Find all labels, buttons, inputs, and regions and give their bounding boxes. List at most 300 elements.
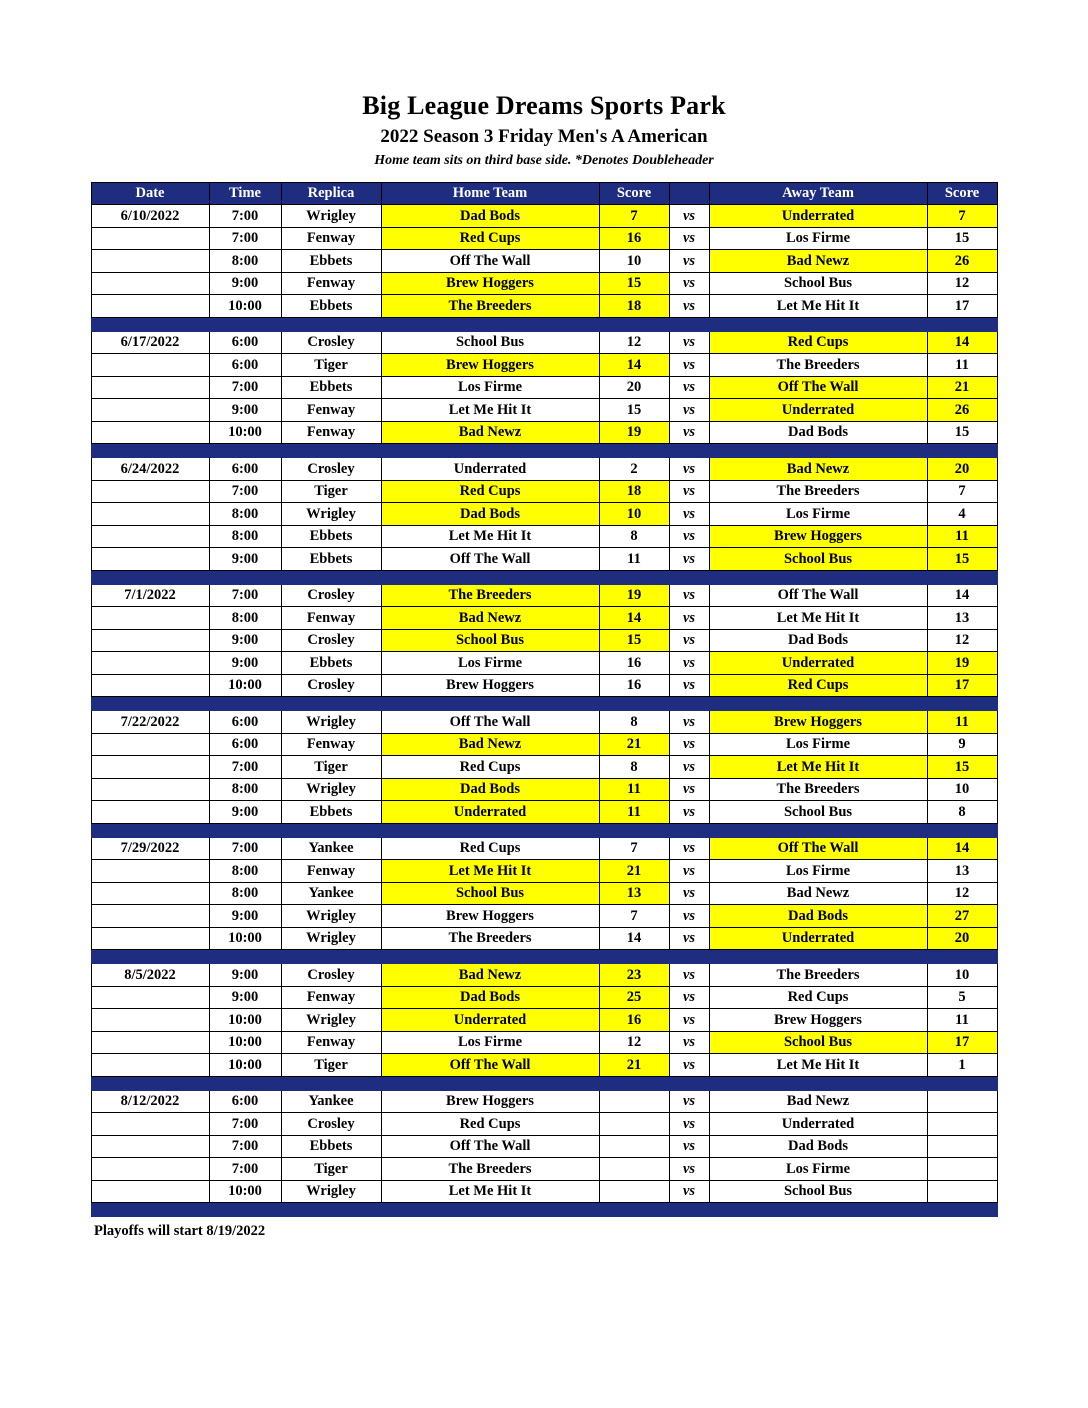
cell-home-score: 10	[599, 250, 669, 273]
cell-time: 10:00	[209, 1009, 281, 1032]
separator-cell	[91, 317, 997, 331]
cell-away-team: Underrated	[709, 205, 927, 228]
cell-time: 9:00	[209, 548, 281, 571]
cell-home-score: 13	[599, 882, 669, 905]
cell-replica: Fenway	[281, 421, 381, 444]
page-title: Big League Dreams Sports Park	[362, 91, 726, 120]
cell-home-score	[599, 1180, 669, 1203]
cell-home-team: Off The Wall	[381, 250, 599, 273]
cell-home-score: 23	[599, 964, 669, 987]
cell-date: 7/1/2022	[91, 584, 209, 607]
cell-time: 8:00	[209, 860, 281, 883]
table-row	[91, 399, 997, 422]
cell-vs: vs	[669, 756, 709, 779]
cell-away-team: School Bus	[709, 272, 927, 295]
table-row	[91, 1031, 997, 1054]
cell-replica: Wrigley	[281, 205, 381, 228]
cell-time: 9:00	[209, 801, 281, 824]
cell-away-score: 13	[927, 860, 997, 883]
cell-home-team: Brew Hoggers	[381, 674, 599, 697]
cell-replica: Fenway	[281, 227, 381, 250]
table-row	[91, 756, 997, 779]
cell-date	[91, 986, 209, 1009]
cell-home-team: Dad Bods	[381, 986, 599, 1009]
cell-date	[91, 1031, 209, 1054]
cell-away-score: 14	[927, 331, 997, 354]
cell-replica: Tiger	[281, 1158, 381, 1181]
table-row	[91, 837, 997, 860]
cell-replica: Fenway	[281, 607, 381, 630]
cell-home-team: School Bus	[381, 331, 599, 354]
cell-away-team: Underrated	[709, 927, 927, 950]
cell-away-score: 19	[927, 652, 997, 675]
table-row	[91, 458, 997, 481]
cell-home-team: Los Firme	[381, 1031, 599, 1054]
cell-away-score: 4	[927, 503, 997, 526]
cell-vs: vs	[669, 421, 709, 444]
cell-away-score: 27	[927, 905, 997, 928]
cell-away-team: Let Me Hit It	[709, 756, 927, 779]
cell-home-score: 14	[599, 927, 669, 950]
cell-home-team: Dad Bods	[381, 503, 599, 526]
cell-date	[91, 399, 209, 422]
cell-time: 7:00	[209, 227, 281, 250]
cell-home-team: Bad Newz	[381, 733, 599, 756]
page-subtitle: 2022 Season 3 Friday Men's A American	[380, 126, 708, 148]
cell-time: 6:00	[209, 711, 281, 734]
cell-home-team: Los Firme	[381, 652, 599, 675]
cell-away-score: 26	[927, 399, 997, 422]
table-section-separator	[91, 697, 997, 711]
cell-home-team: Red Cups	[381, 480, 599, 503]
cell-away-team: Underrated	[709, 399, 927, 422]
cell-vs: vs	[669, 711, 709, 734]
cell-replica: Crosley	[281, 629, 381, 652]
cell-home-team: Brew Hoggers	[381, 905, 599, 928]
separator-cell	[91, 570, 997, 584]
cell-vs: vs	[669, 205, 709, 228]
cell-replica: Ebbets	[281, 295, 381, 318]
cell-replica: Ebbets	[281, 652, 381, 675]
cell-away-team: School Bus	[709, 801, 927, 824]
cell-time: 8:00	[209, 503, 281, 526]
cell-home-team: Brew Hoggers	[381, 1090, 599, 1113]
table-section-separator	[91, 950, 997, 964]
cell-away-team: Red Cups	[709, 986, 927, 1009]
table-row	[91, 860, 997, 883]
cell-home-score	[599, 1090, 669, 1113]
table-row	[91, 272, 997, 295]
cell-vs: vs	[669, 778, 709, 801]
cell-away-score	[927, 1090, 997, 1113]
cell-time: 10:00	[209, 1031, 281, 1054]
cell-date	[91, 860, 209, 883]
cell-replica: Wrigley	[281, 778, 381, 801]
table-row	[91, 801, 997, 824]
cell-away-score: 20	[927, 927, 997, 950]
cell-date	[91, 503, 209, 526]
cell-replica: Crosley	[281, 964, 381, 987]
cell-vs: vs	[669, 629, 709, 652]
cell-vs: vs	[669, 548, 709, 571]
cell-vs: vs	[669, 1180, 709, 1203]
cell-replica: Tiger	[281, 756, 381, 779]
cell-vs: vs	[669, 503, 709, 526]
cell-away-score: 15	[927, 421, 997, 444]
cell-date	[91, 1009, 209, 1032]
table-row	[91, 882, 997, 905]
table-row	[91, 1009, 997, 1032]
cell-time: 9:00	[209, 652, 281, 675]
cell-time: 9:00	[209, 905, 281, 928]
cell-away-team: Brew Hoggers	[709, 525, 927, 548]
cell-vs: vs	[669, 1009, 709, 1032]
cell-away-team: Red Cups	[709, 674, 927, 697]
cell-away-team: Off The Wall	[709, 584, 927, 607]
cell-away-score: 7	[927, 205, 997, 228]
table-row	[91, 503, 997, 526]
cell-vs: vs	[669, 227, 709, 250]
cell-time: 6:00	[209, 1090, 281, 1113]
cell-home-team: Bad Newz	[381, 607, 599, 630]
table-row	[91, 1180, 997, 1203]
cell-home-team: Los Firme	[381, 376, 599, 399]
cell-date: 8/5/2022	[91, 964, 209, 987]
cell-away-team: Underrated	[709, 652, 927, 675]
cell-home-score: 21	[599, 860, 669, 883]
cell-vs: vs	[669, 964, 709, 987]
cell-replica: Tiger	[281, 1054, 381, 1077]
table-row	[91, 548, 997, 571]
table-row	[91, 354, 997, 377]
cell-home-score: 16	[599, 674, 669, 697]
table-row	[91, 205, 997, 228]
cell-home-team: Brew Hoggers	[381, 354, 599, 377]
table-row	[91, 711, 997, 734]
cell-vs: vs	[669, 525, 709, 548]
cell-home-team: The Breeders	[381, 295, 599, 318]
cell-away-team: School Bus	[709, 1031, 927, 1054]
cell-time: 7:00	[209, 837, 281, 860]
cell-home-score	[599, 1135, 669, 1158]
cell-away-score: 20	[927, 458, 997, 481]
cell-home-score: 21	[599, 1054, 669, 1077]
cell-home-team: Underrated	[381, 1009, 599, 1032]
cell-away-team: The Breeders	[709, 354, 927, 377]
cell-replica: Wrigley	[281, 1009, 381, 1032]
cell-date	[91, 295, 209, 318]
cell-home-score: 7	[599, 837, 669, 860]
table-row	[91, 964, 997, 987]
cell-home-score	[599, 1113, 669, 1136]
table-row	[91, 250, 997, 273]
cell-time: 9:00	[209, 399, 281, 422]
cell-vs: vs	[669, 927, 709, 950]
cell-home-score: 8	[599, 525, 669, 548]
separator-cell	[91, 950, 997, 964]
cell-vs: vs	[669, 652, 709, 675]
cell-home-score: 12	[599, 331, 669, 354]
column-header-vs	[669, 182, 709, 205]
cell-home-team: School Bus	[381, 882, 599, 905]
cell-date	[91, 882, 209, 905]
cell-home-score: 15	[599, 629, 669, 652]
cell-date	[91, 227, 209, 250]
table-row	[91, 1054, 997, 1077]
cell-home-team: Dad Bods	[381, 778, 599, 801]
cell-away-team: Dad Bods	[709, 629, 927, 652]
cell-date	[91, 250, 209, 273]
cell-vs: vs	[669, 376, 709, 399]
cell-away-team: The Breeders	[709, 964, 927, 987]
cell-vs: vs	[669, 250, 709, 273]
cell-replica: Tiger	[281, 480, 381, 503]
table-row	[91, 1135, 997, 1158]
cell-date: 7/22/2022	[91, 711, 209, 734]
cell-time: 9:00	[209, 629, 281, 652]
cell-time: 6:00	[209, 354, 281, 377]
cell-date	[91, 905, 209, 928]
cell-away-team: Dad Bods	[709, 1135, 927, 1158]
cell-time: 7:00	[209, 1158, 281, 1181]
cell-date	[91, 1113, 209, 1136]
cell-replica: Crosley	[281, 674, 381, 697]
separator-cell	[91, 1076, 997, 1090]
cell-away-score: 26	[927, 250, 997, 273]
cell-home-score: 14	[599, 607, 669, 630]
cell-date	[91, 778, 209, 801]
table-row	[91, 376, 997, 399]
cell-home-score: 20	[599, 376, 669, 399]
cell-home-team: Underrated	[381, 801, 599, 824]
cell-away-score	[927, 1135, 997, 1158]
cell-away-score: 7	[927, 480, 997, 503]
cell-away-team: The Breeders	[709, 480, 927, 503]
cell-vs: vs	[669, 674, 709, 697]
table-row	[91, 331, 997, 354]
cell-replica: Ebbets	[281, 1135, 381, 1158]
cell-replica: Wrigley	[281, 503, 381, 526]
cell-home-team: Bad Newz	[381, 421, 599, 444]
separator-cell	[91, 823, 997, 837]
cell-vs: vs	[669, 354, 709, 377]
cell-home-score: 19	[599, 584, 669, 607]
cell-away-score: 17	[927, 674, 997, 697]
cell-time: 7:00	[209, 376, 281, 399]
table-section-separator	[91, 317, 997, 331]
cell-away-score: 15	[927, 227, 997, 250]
cell-away-score: 1	[927, 1054, 997, 1077]
column-header-away-score: Score	[927, 182, 997, 205]
cell-replica: Crosley	[281, 458, 381, 481]
cell-vs: vs	[669, 295, 709, 318]
cell-vs: vs	[669, 882, 709, 905]
cell-away-score	[927, 1113, 997, 1136]
cell-home-score: 10	[599, 503, 669, 526]
cell-date	[91, 927, 209, 950]
cell-home-team: The Breeders	[381, 584, 599, 607]
cell-home-score: 8	[599, 756, 669, 779]
cell-away-team: School Bus	[709, 1180, 927, 1203]
schedule-table	[91, 182, 998, 1218]
column-header-date: Date	[91, 182, 209, 205]
cell-home-team: Off The Wall	[381, 1054, 599, 1077]
cell-time: 8:00	[209, 525, 281, 548]
cell-date	[91, 629, 209, 652]
cell-time: 7:00	[209, 1135, 281, 1158]
cell-home-score: 11	[599, 801, 669, 824]
cell-home-score: 25	[599, 986, 669, 1009]
cell-replica: Ebbets	[281, 548, 381, 571]
cell-time: 10:00	[209, 1180, 281, 1203]
column-header-time: Time	[209, 182, 281, 205]
cell-away-score: 10	[927, 778, 997, 801]
cell-replica: Ebbets	[281, 250, 381, 273]
cell-home-team: School Bus	[381, 629, 599, 652]
cell-home-score: 16	[599, 227, 669, 250]
cell-home-score: 12	[599, 1031, 669, 1054]
cell-away-team: Los Firme	[709, 1158, 927, 1181]
table-row	[91, 674, 997, 697]
cell-away-team: Brew Hoggers	[709, 1009, 927, 1032]
table-section-separator	[91, 823, 997, 837]
cell-replica: Ebbets	[281, 801, 381, 824]
cell-replica: Crosley	[281, 1113, 381, 1136]
cell-vs: vs	[669, 1158, 709, 1181]
cell-home-score: 18	[599, 480, 669, 503]
cell-away-score: 12	[927, 272, 997, 295]
cell-time: 7:00	[209, 584, 281, 607]
cell-time: 10:00	[209, 1054, 281, 1077]
cell-away-team: The Breeders	[709, 778, 927, 801]
cell-vs: vs	[669, 272, 709, 295]
cell-away-score: 11	[927, 1009, 997, 1032]
cell-home-score: 11	[599, 548, 669, 571]
document-header	[0, 0, 1088, 169]
cell-date: 6/17/2022	[91, 331, 209, 354]
table-row	[91, 733, 997, 756]
cell-home-team: Off The Wall	[381, 1135, 599, 1158]
cell-away-score	[927, 1158, 997, 1181]
table-row	[91, 525, 997, 548]
cell-date	[91, 548, 209, 571]
cell-date	[91, 354, 209, 377]
cell-away-team: Bad Newz	[709, 458, 927, 481]
cell-date: 8/12/2022	[91, 1090, 209, 1113]
table-row	[91, 986, 997, 1009]
cell-date	[91, 1135, 209, 1158]
cell-replica: Crosley	[281, 331, 381, 354]
cell-away-team: Let Me Hit It	[709, 295, 927, 318]
footer-note: Playoffs will start 8/19/2022	[94, 1223, 266, 1240]
cell-replica: Fenway	[281, 986, 381, 1009]
table-row	[91, 927, 997, 950]
cell-date	[91, 376, 209, 399]
column-header-home-team: Home Team	[381, 182, 599, 205]
cell-replica: Yankee	[281, 1090, 381, 1113]
cell-home-score: 8	[599, 711, 669, 734]
cell-home-score: 18	[599, 295, 669, 318]
cell-date	[91, 674, 209, 697]
cell-vs: vs	[669, 331, 709, 354]
cell-home-team: Underrated	[381, 458, 599, 481]
table-row	[91, 227, 997, 250]
cell-date	[91, 607, 209, 630]
table-header-row	[91, 182, 997, 205]
cell-time: 8:00	[209, 882, 281, 905]
cell-time: 9:00	[209, 986, 281, 1009]
cell-vs: vs	[669, 1031, 709, 1054]
column-header-away-team: Away Team	[709, 182, 927, 205]
cell-replica: Ebbets	[281, 525, 381, 548]
cell-away-score	[927, 1180, 997, 1203]
cell-time: 8:00	[209, 250, 281, 273]
cell-away-team: Let Me Hit It	[709, 607, 927, 630]
cell-away-team: Los Firme	[709, 227, 927, 250]
cell-time: 6:00	[209, 733, 281, 756]
cell-replica: Fenway	[281, 399, 381, 422]
cell-replica: Fenway	[281, 733, 381, 756]
table-section-separator	[91, 1076, 997, 1090]
cell-away-score: 15	[927, 548, 997, 571]
cell-time: 10:00	[209, 295, 281, 318]
cell-away-team: Brew Hoggers	[709, 711, 927, 734]
separator-cell	[91, 444, 997, 458]
cell-home-score: 19	[599, 421, 669, 444]
cell-home-score: 7	[599, 205, 669, 228]
cell-time: 8:00	[209, 607, 281, 630]
cell-away-score: 21	[927, 376, 997, 399]
table-row	[91, 1113, 997, 1136]
table-section-separator	[91, 444, 997, 458]
cell-time: 10:00	[209, 674, 281, 697]
cell-away-team: Off The Wall	[709, 837, 927, 860]
cell-date	[91, 1180, 209, 1203]
cell-vs: vs	[669, 733, 709, 756]
cell-replica: Yankee	[281, 837, 381, 860]
cell-away-team: Los Firme	[709, 860, 927, 883]
cell-away-score: 11	[927, 711, 997, 734]
cell-replica: Wrigley	[281, 905, 381, 928]
table-row	[91, 1090, 997, 1113]
cell-date	[91, 421, 209, 444]
cell-away-score: 15	[927, 756, 997, 779]
cell-replica: Fenway	[281, 1031, 381, 1054]
table-row	[91, 607, 997, 630]
cell-away-team: School Bus	[709, 548, 927, 571]
cell-home-team: Red Cups	[381, 756, 599, 779]
cell-time: 7:00	[209, 1113, 281, 1136]
cell-replica: Yankee	[281, 882, 381, 905]
cell-away-score: 5	[927, 986, 997, 1009]
cell-home-team: Off The Wall	[381, 548, 599, 571]
cell-date: 6/24/2022	[91, 458, 209, 481]
cell-vs: vs	[669, 986, 709, 1009]
cell-vs: vs	[669, 480, 709, 503]
cell-away-score: 13	[927, 607, 997, 630]
cell-home-team: The Breeders	[381, 927, 599, 950]
cell-away-score: 12	[927, 629, 997, 652]
cell-time: 7:00	[209, 480, 281, 503]
cell-date	[91, 756, 209, 779]
cell-date: 6/10/2022	[91, 205, 209, 228]
cell-replica: Ebbets	[281, 376, 381, 399]
cell-home-team: Red Cups	[381, 227, 599, 250]
cell-home-team: Dad Bods	[381, 205, 599, 228]
cell-home-team: Let Me Hit It	[381, 1180, 599, 1203]
cell-vs: vs	[669, 584, 709, 607]
cell-vs: vs	[669, 837, 709, 860]
